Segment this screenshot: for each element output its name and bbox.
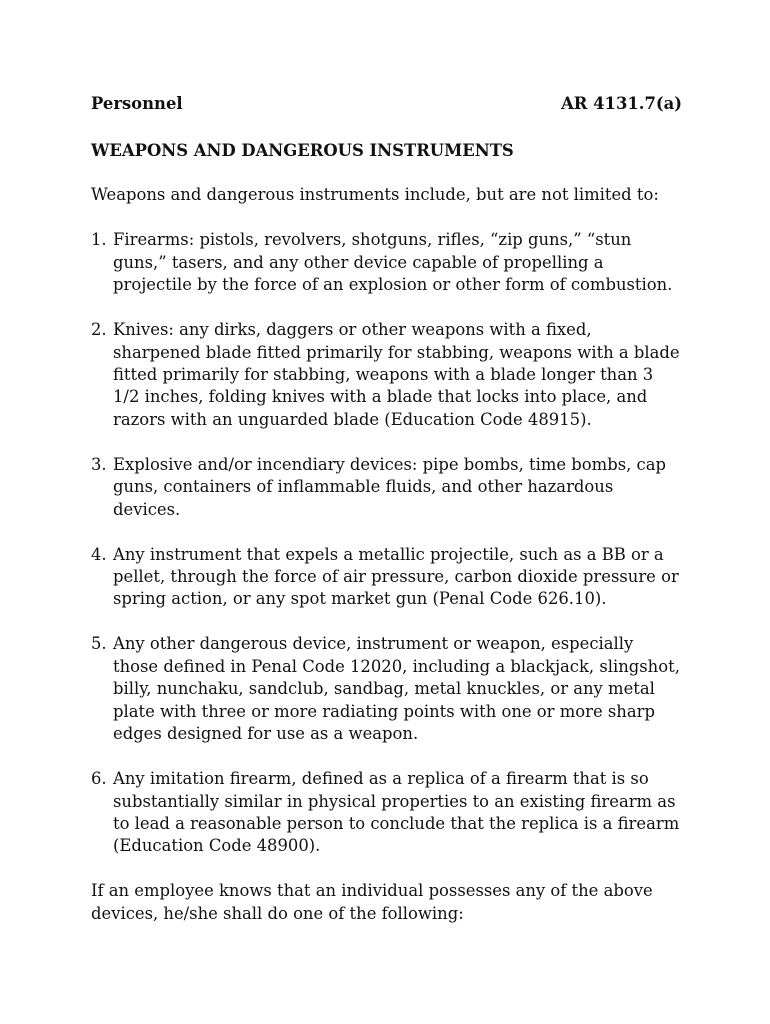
list-item-number: 3. <box>91 454 107 474</box>
list-item-text: Any instrument that expels a metallic projectile, such as a BB or a pellet, through the force of air pressure, carbon dioxide pressure or spring action, or any spot market gun (Penal Code 626.10). <box>113 544 679 609</box>
list-item-text: Any other dangerous device, instrument or weapon, especially those defined in Penal Code 12020, including a blackjack, slingshot, billy, nunchaku, sandclub, sandbag, metal knuckles, or any metal plate with three or more radiating points with one or more sharp edges designed for use as a weapon. <box>113 634 680 744</box>
list-item <box>91 229 682 296</box>
page-header <box>91 93 682 115</box>
header-regulation-number: AR 4131.7(a) <box>561 94 682 113</box>
list-item-number: 6. <box>91 769 107 789</box>
list-item-number: 1. <box>91 230 107 250</box>
list-item <box>91 319 682 431</box>
document-title: WEAPONS AND DANGEROUS INSTRUMENTS <box>91 141 514 160</box>
intro-paragraph: Weapons and dangerous instruments include, but are not limited to: <box>91 185 659 204</box>
list-item-text: Any imitation firearm, defined as a replica of a firearm that is so substantially similar in physical properties to an existing firearm as to lead a reasonable person to conclude that the replica is a firearm (Education Code 48900). <box>113 769 680 856</box>
header-section-label: Personnel <box>91 94 183 113</box>
list-item <box>91 768 682 858</box>
list-item <box>91 544 682 611</box>
document-page <box>91 93 682 925</box>
list-item-text: Explosive and/or incendiary devices: pipe bombs, time bombs, cap guns, containers of inflammable fluids, and other hazardous devices. <box>113 454 666 519</box>
list-item-number: 5. <box>91 634 107 654</box>
list-item-text: Knives: any dirks, daggers or other weapons with a fixed, sharpened blade fitted primarily for stabbing, weapons with a blade fitted primarily for stabbing, weapons with a blade longer than 3 1/2 inches, folding knives with a blade that locks into place, and razors with an unguarded blade (Education Code 48915). <box>113 320 680 429</box>
list-item <box>91 454 682 521</box>
list-item-number: 4. <box>91 544 107 564</box>
list-item-number: 2. <box>91 320 107 340</box>
list-item <box>91 633 682 745</box>
weapons-list <box>91 229 682 857</box>
closing-paragraph: If an employee knows that an individual possesses any of the above devices, he/she shall do one of the following: <box>91 881 653 923</box>
list-item-text: Firearms: pistols, revolvers, shotguns, rifles, “zip guns,” “stun guns,” tasers, and any other device capable of propelling a projectile by the force of an explosion or other form of combustion. <box>113 230 673 295</box>
